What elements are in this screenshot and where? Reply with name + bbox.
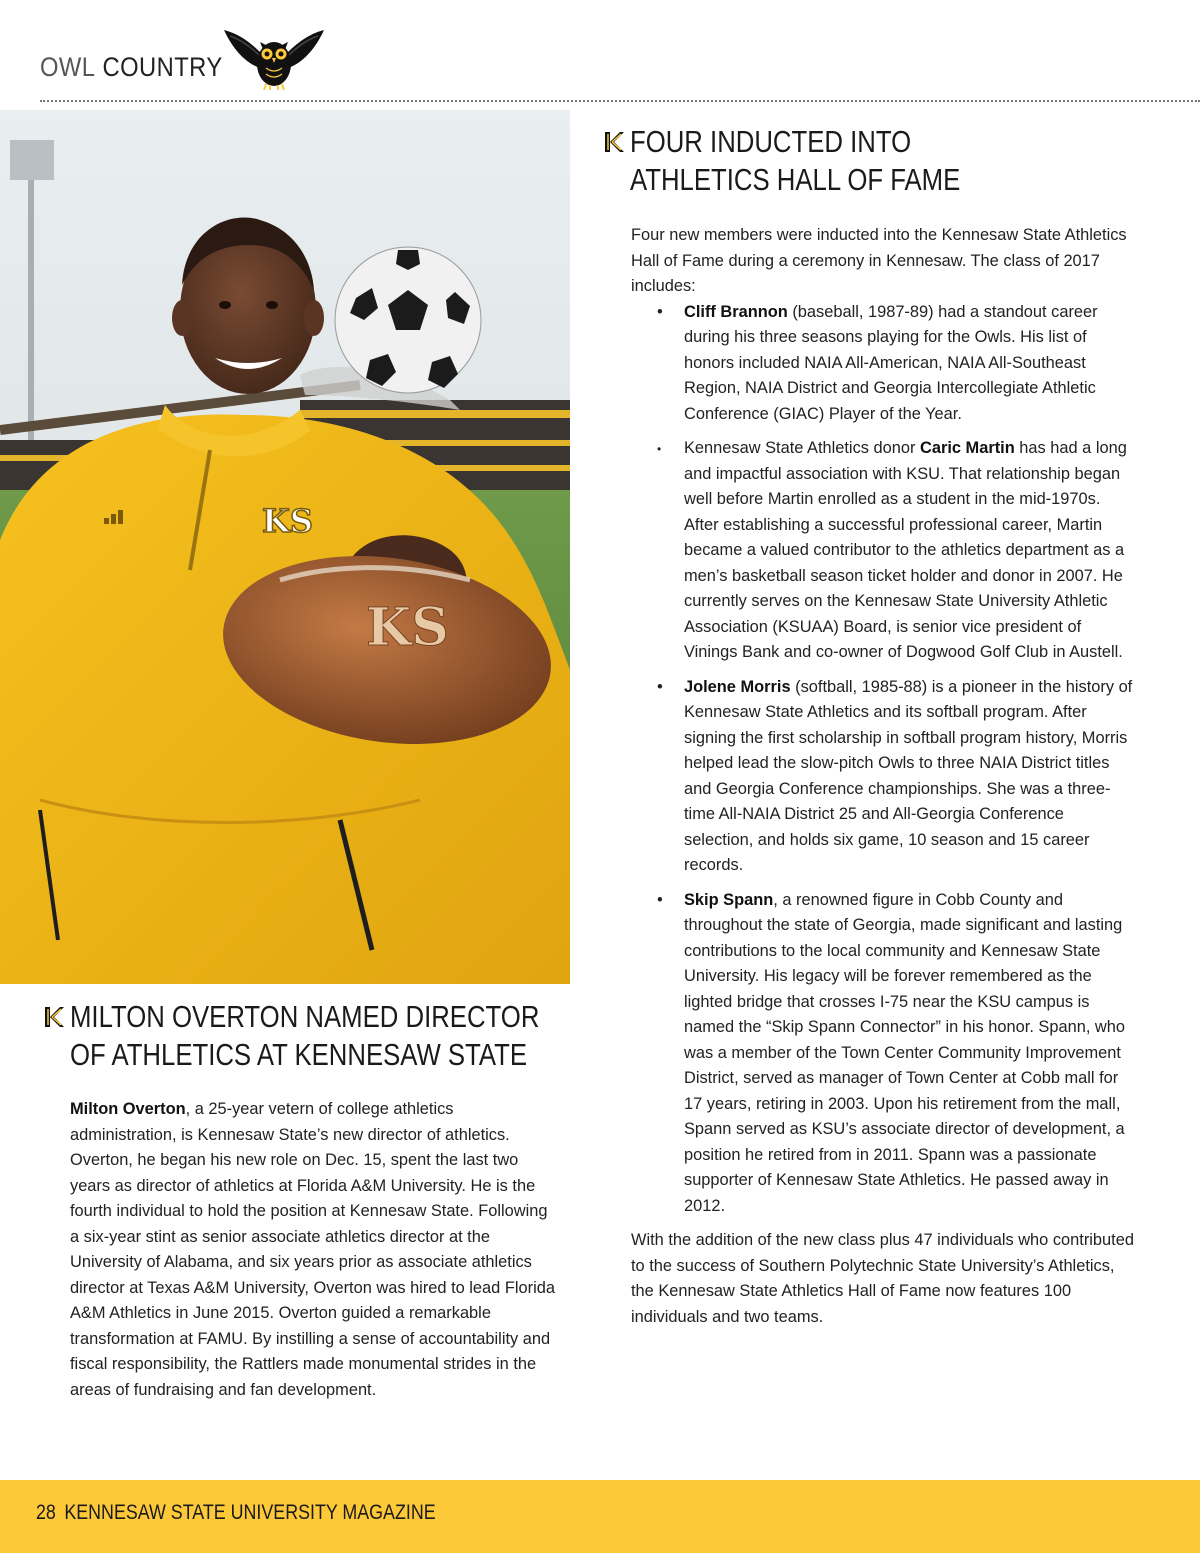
list-item xyxy=(631,436,1137,666)
list-item xyxy=(631,300,1137,428)
bullet-icon: • xyxy=(657,677,663,696)
section-title-bold: COUNTRY xyxy=(102,52,223,82)
lead-name: Milton Overton xyxy=(70,1100,186,1118)
section-title-light: OWL xyxy=(40,52,96,82)
page-header xyxy=(0,0,1200,105)
inductee-text: has had a long and impactful association with KSU. That relationship began well before Martin enrolled as a student in the mid-1970s. After establishing a successful professional career, Martin became a valued contributor to the athletics department as a men’s basketball season ticket holder and donor in 2007. He currently serves on the Kennesaw State University Athletic Association (KSUAA) Board, is senior vice president of Vinings Bank and co-owner of Dogwood Golf Club in Austell. xyxy=(684,439,1127,661)
article-text: , a 25-year vetern of college athletics administration, is Kennesaw State’s new director of athletics. Overton, he began his new role on Dec. 15, spent the last two years as director of athletics at Florida A&M University. He is the fourth individual to hold the position at Kennesaw State. Following a six-year stint as senior associate athletics director at the University of Alabama, and six years prior as associate athletics director at Texas A&M University, Overton was hired to lead Florida A&M Athletics in June 2015. Overton guided a remarkable transformation at FAMU. By instilling a sense of accountability and fiscal responsibility, the Rattlers made monumental strides in the areas of fundraising and fan development. xyxy=(70,1100,555,1399)
header-divider xyxy=(40,100,1200,102)
heading-line: MILTON OVERTON NAMED DIRECTOR xyxy=(70,999,540,1034)
list-item xyxy=(631,675,1137,879)
footer-text xyxy=(36,1501,436,1525)
inductee-pre: Kennesaw State Athletics donor xyxy=(684,439,920,457)
inductee-name: Jolene Morris xyxy=(684,677,791,696)
page-footer xyxy=(0,1480,1200,1553)
article-closing: With the addition of the new class plus 47 individuals who contributed to the success of Southern Polytechnic State University’s Athletics, the Kennesaw State Athletics Hall of Fame now features 100 individuals and two teams. xyxy=(631,1231,1134,1326)
inductee-list xyxy=(631,300,1137,1220)
ks-logo-icon xyxy=(42,1005,66,1029)
svg-text:KS: KS xyxy=(262,502,313,540)
ks-logo-icon xyxy=(602,130,626,154)
page-number: 28 xyxy=(36,1501,56,1524)
bullet-icon: • xyxy=(657,442,662,456)
inductee-text: (softball, 1985-88) is a pioneer in the history of Kennesaw State Athletics and its softball program. After signing the first scholarship in softball program history, Morris helped lead the slow-pitch Owls to three NAIA District titles and Georgia Conference championships. She was a three-time All-NAIA District 25 and All-Georgia Conference selection, and holds six game, 10 season and 15 career records. xyxy=(684,677,1133,874)
bullet-icon: • xyxy=(657,302,663,321)
inductee-name: Caric Martin xyxy=(920,439,1015,457)
feature-photo xyxy=(0,110,570,984)
inductee-text: , a renowned figure in Cobb County and throughout the state of Georgia, made significant and lasting contributions to the local community and Kennesaw State University. His legacy will be forever remembered as the lighted bridge that crosses I-75 near the KSU campus is named the “Skip Spann Connector” in his honor. Spann, who was a member of the Town Center Community Improvement District, served as manager of Town Center at Cobb mall for 17 years, retiring in 2003. Upon his retirement from the mall, Spann served as KSU’s associate director of development, a position he retired from in 2011. Spann was a passionate supporter of Kennesaw State Athletics. He passed away in 2012. xyxy=(684,890,1126,1215)
heading-line: FOUR INDUCTED INTO xyxy=(630,124,912,159)
owl-logo-icon xyxy=(222,24,326,90)
inductee-name: Cliff Brannon xyxy=(684,302,788,321)
article-body-hall-of-fame xyxy=(631,223,1137,1330)
svg-text:KS: KS xyxy=(366,597,449,658)
inductee-text: (baseball, 1987-89) had a standout career during his three seasons playing for the Owls. His list of honors included NAIA All-American, NAIA All-Southeast Region, NAIA District and Georgia Intercollegiate Athletic Conference (GIAC) Player of the Year. xyxy=(684,302,1098,423)
article-heading-overton xyxy=(70,998,539,1074)
inductee-name: Skip Spann xyxy=(684,890,774,909)
heading-line: OF ATHLETICS AT KENNESAW STATE xyxy=(70,1037,528,1072)
article-intro: Four new members were inducted into the Kennesaw State Athletics Hall of Fame during a ceremony in Kennesaw. The class of 2017 includes: xyxy=(631,226,1127,295)
section-title xyxy=(40,52,223,83)
article-heading-hall-of-fame xyxy=(630,123,960,199)
bullet-icon: • xyxy=(657,890,663,909)
article-body-overton xyxy=(70,1097,560,1403)
publication-name: KENNESAW STATE UNIVERSITY MAGAZINE xyxy=(64,1501,436,1524)
list-item xyxy=(631,888,1137,1220)
heading-line: ATHLETICS HALL OF FAME xyxy=(630,162,961,197)
